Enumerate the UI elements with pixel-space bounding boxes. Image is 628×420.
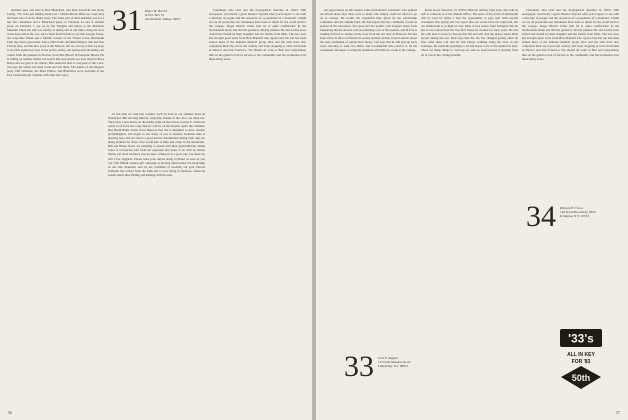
column-text: Claremont who read and the biographical sketches in 1932's 50th newspaper, was hardly a great distance beyond what you'd expect to see with a shortage of people and the resources of a population of a thousand. I think we are all proud that our classmates have done so much for the world and for the college. Roger Burrill writes that he is quite comfortable in the Orchardside home and that his garden is already planted. He and Louise were visited last month by their daughter and her family from Ohio. The new year has brought great news from Bob Mandell who reports that his son has been named head of the Rutland medical group. Bob and his wife have also completed their trip across the country and back, stopping to visit old friends in Denver and San Francisco. We should all write to Bob and congratulate him on his grand record of service to his community and his profession over these many years. [209,8,306,61]
classmate-address-line1: 140 North Broadway, #812 [560,210,596,215]
column-text: Davis Road, Norwich, Vt. 05055. Historic articles from your class will be sent to someone or to the Alumni Office. The news of the world of Dartmouth will be read by many. I had the opportunity to play golf with several classmates this spring and can report that our scores have not improved, but our enthusiasm is as high as ever. Dick Crews writes from Irvington that he has at last retired from the law firm where he worked for forty years. He and his wife plan to travel to Europe this fall and will visit the places where Dick served during the war. Dick says that the city has changed greatly since he first came there, but that he still enjoys walking along the river in the evenings. He sends his greetings to all and hopes to be at the reunion in June. There are many things to catch up on, and we look forward to hearing from all of you in the coming months. [421,8,518,57]
classmate-address-line2: Orchardside, Maine, 04017 [145,17,182,22]
classmate-entry-33 [378,356,438,369]
left-column-2 [108,112,205,178]
column-text: An appreciation on this subject came from Robert Goldstein, who pointed out that in those days there were so many who simply could not afford to go on to college. He recalls the wonderful help given by the scholarship committee and the alumni fund. We had hoped that the comments would be printed in the newsletter, but space did not permit. Carl Kapper writes from Jamesburg that he and his wife are planning to be at the reunion, and that he is looking forward to seeing all the boys from the old days in Hanover. He has been active in the local historical society and has written several articles about the early settlement of central New Jersey. Carl says that he still gets up early every morning to walk two miles, and recommends this practice to all his classmates. He hopes to bring his grandson with him for a look at the college. [320,8,417,53]
classmate-entry-31 [145,9,205,22]
logo-bottom-text: 50th [571,373,591,383]
logo-top-text: '33's [568,331,594,346]
classmate-name: Richard F. Crews [560,206,583,210]
logo-middle-text-1: ALL IN KEY [567,352,595,358]
classmate-name: Roger H. Burrill [145,9,167,13]
classmate-address-line1: R.F.D. Box 53 [145,13,165,18]
classmate-address-line1: 1174 Old Meadow Road [378,360,411,365]
classmate-entry-34 [560,206,622,219]
column-text: Another spin, and here is Bob Blanchard, and here Snowball and Nelly saying, "We were just talking about you." Charlie Reach, Bliss too, loud, they had been one of us for many years. The latest part of their planning was for a late fall classmates and a Blanchard party on February 24 and at another party, on February 7, put on by the Wiggins and Peters at the Maritime Museum where the talk was mostly of skiing and of old times along the river in the days before the war. And a flash from Florida to say that George Foster, our long-time friend and a faithful worker of the Winter Coast Dartmouth Club Sue, had a good time. Also to Bob Pratts and Ruth Pingree who had fine Florida tales, and the nice party at the Nelsons. All we can say is that we hope to be back again next year in the north country. An unexpected incoming call comes from the planters in Florida, from Ben Brown in Pompano Beach. He is calling on another matter, but boasts that Ann and he are now listed in Boca Raton and are glad to be visited. Ben sends his best to everyone of the Crew, and says the winter has been warm and wet there. The names of the Wiggins party Cliff Williams, the Brad Whites, and Blanchard were welcome at the Fort Lauderdale get together with Tom and Carol. [7,8,104,77]
classmate-address-line2: Irvington, N.Y. 10533 [560,214,589,219]
classmate-address-line2: Jamesburg, N.J. 08831 [378,364,409,369]
left-column-3 [209,8,306,62]
right-column-1 [320,8,417,54]
column-text: To the time we read this column, we'll be back at our summer place in Nantucket. Bill and Peg Murray, long-time friends of the class, are there too. They have a new house on the island, right on the harbor. George E. Schwartz sends word from the Cape that he will be on the Rapids again this summer. Peg Heath Baker writes from Hanover that she is delighted to have another granddaughter, and hopes to see many of you at reunion. Reunion time is drawing near, and we expect a good turnout. Dartmouth Outing Club trips are being planned for those who would like to hike and camp in the mountains. Bill and Helen Sweet are planning to attend with their grandchildren. Ralph Jones is recovering well from his operation and plans to be with us. Elmer Smith, our class treasurer, reports dues coming in at a good rate, but there are still a few laggards. Please send your checks along to Elmer as soon as you can. The fiftieth reunion gift campaign is moving ahead under the leadership of our able chairman, and we are confident of reaching our goal. Harold Williams has retired from the bank and is now living in Vermont, where he spends much time fishing and hunting with his sons. [108,112,205,177]
class-of-33-logo [554,328,608,390]
right-column-3 [522,8,619,308]
class-number-31: 31 [112,4,142,37]
class-number-34: 34 [526,200,556,233]
left-column-1 [7,8,104,78]
right-column-2 [421,8,518,58]
page-number-right: 57 [616,410,620,415]
left-page [0,0,312,420]
class-number-33: 33 [344,350,374,383]
logo-middle-text-2: FOR '83 [571,359,591,365]
classmate-name: Carl E. Kapper [378,356,399,360]
page-number-left: 56 [8,410,12,415]
column-text: Claremont who read and the biographical sketches in 1932's 50th newspaper, was hardly a great distance beyond what you'd expect to see with a shortage of people and the resources of a population of a thousand. I think we are all proud that our classmates have done so much for the world and for the college. Roger Burrill writes that he is quite comfortable in the Orchardside home and that his garden is already planted. He and Louise were visited last month by their daughter and her family from Ohio. The new year has brought great news from Bob Mandell who reports that his son has been named head of the Rutland medical group. Bob and his wife have also completed their trip across the country and back, stopping to visit old friends in Denver and San Francisco. We should all write to Bob and congratulate him on his grand record of service to his community and his profession over these many years. [522,8,619,61]
